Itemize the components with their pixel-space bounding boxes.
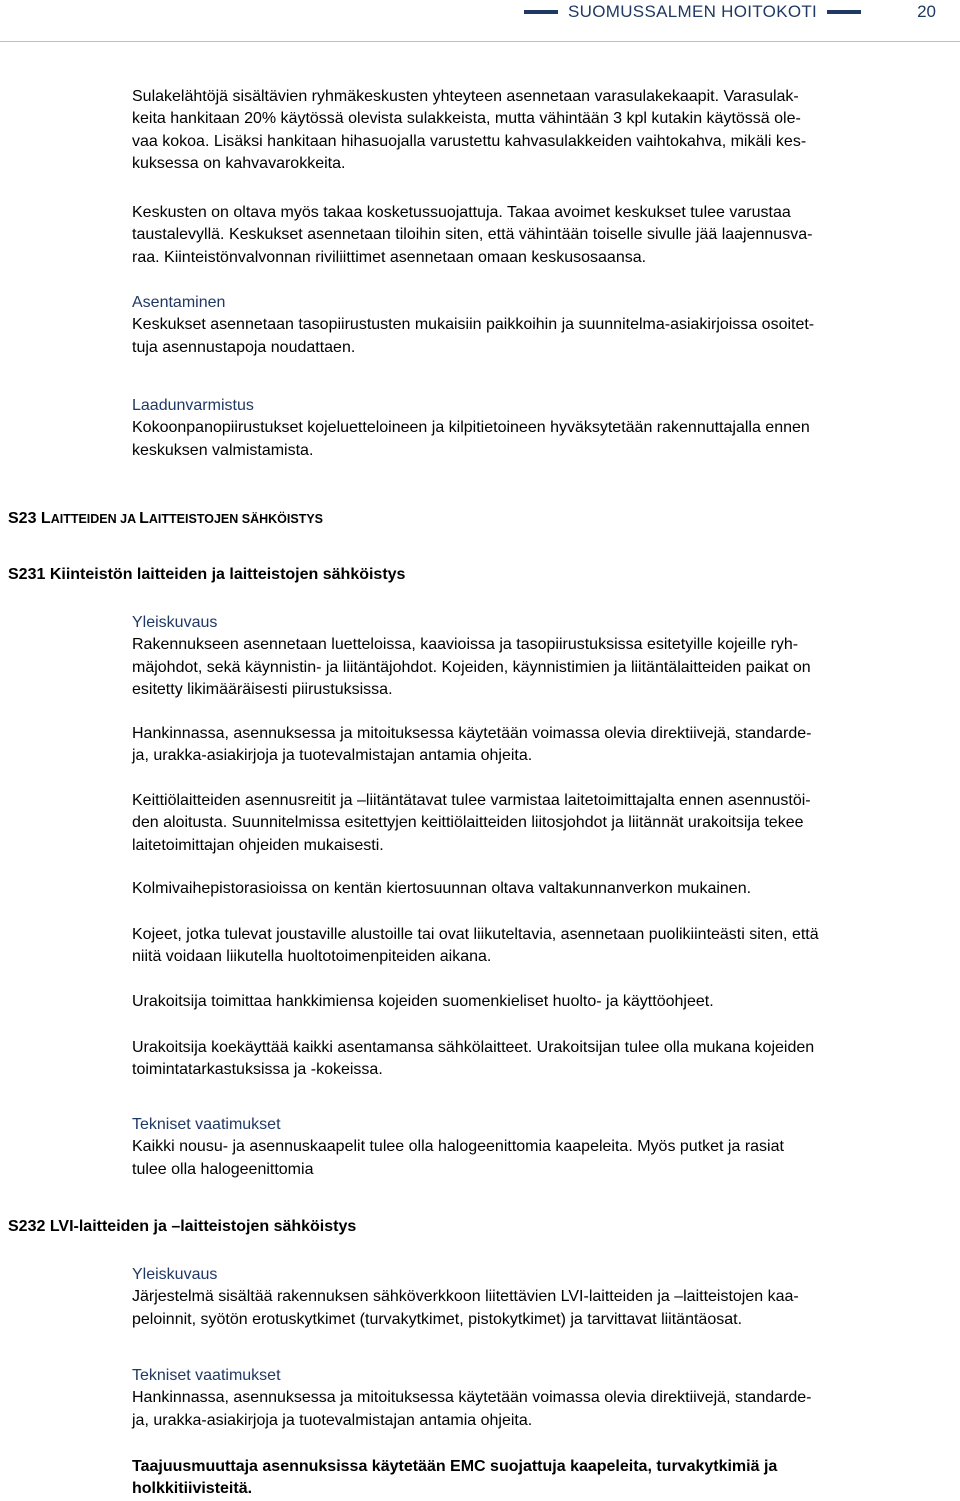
text-line: Taajuusmuuttaja asennuksissa käytetään EMC suojattuja kaapeleita, turvakytkimiä ja [132, 1458, 778, 1475]
page-number: 20 [917, 2, 936, 21]
section-asentaminen [132, 292, 950, 359]
text-line: den aloitusta. Suunnitelmissa esitettyjen keittiölaitteiden liitosjohdot ja liitännät urakoitsija tekee [132, 814, 804, 832]
text-line: raa. Kiinteistönvalvonnan riviliittimet asennetaan omaan keskusosaansa. [132, 248, 647, 266]
text-line: toimintatarkastuksissa ja -kokeissa. [132, 1061, 383, 1079]
subheading-yleiskuvaus: Yleiskuvaus [132, 614, 218, 631]
text-line: niitä voidaan liikutella huoltotoimenpiteiden aikana. [132, 948, 492, 966]
subheading-tekniset-vaatimukset: Tekniset vaatimukset [132, 1367, 281, 1384]
s23-code: S23 L [8, 510, 51, 527]
text-line: tulee olla halogeenittomia [132, 1160, 314, 1178]
section-s232-yleiskuvaus [132, 1264, 950, 1331]
subheading-asentaminen: Asentaminen [132, 294, 226, 311]
text-line: keita hankitaan 20% käytössä olevista sulakkeista, mutta vähintään 3 kpl kutakin käytössä ole- [132, 110, 801, 128]
text-line: ja, urakka-asiakirjoja ja tuotevalmistajan antamia ohjeita. [132, 747, 533, 765]
paragraph-kojeet [132, 924, 950, 969]
header-rule [0, 41, 960, 42]
heading-s231: S231 Kiinteistön laitteiden ja laitteistojen sähköistys [8, 566, 406, 583]
text-line: Keskusten on oltava myös takaa kosketussuojattuja. Takaa avoimet keskukset tulee varustaa [132, 204, 791, 221]
text-line: Kojeet, jotka tulevat joustaville alustoille tai ovat liikuteltavia, asennetaan puolikiinteästi siten, että [132, 926, 819, 943]
text-line: Keskukset asennetaan tasopiirustusten mukaisiin paikkoihin ja suunnitelma-asiakirjoissa osoitet- [132, 316, 815, 334]
text-line: Urakoitsija toimittaa hankkimiensa kojeiden suomenkieliset huolto- ja käyttöohjeet. [132, 993, 714, 1010]
text-line: Rakennukseen asennetaan luetteloissa, kaavioissa ja tasopiirustuksissa esitetyille kojeille ryh- [132, 636, 799, 654]
section-laadunvarmistus [132, 395, 950, 462]
text-line: kuksessa on kahvavarokkeita. [132, 154, 346, 172]
section-s232-tekniset [132, 1365, 950, 1432]
paragraph-kolmivaihe [132, 878, 950, 900]
s23-l2: L [139, 510, 149, 527]
subheading-laadunvarmistus: Laadunvarmistus [132, 397, 254, 414]
paragraph-keittiolaitteet [132, 790, 950, 857]
header-decor-left [524, 10, 558, 14]
text-line: holkkitiivisteitä. [132, 1480, 253, 1498]
text-line: mäjohdot, sekä käynnistin- ja liitäntäjohdot. Kojeiden, käynnistimien ja liitäntälaitteiden paikat on [132, 658, 811, 676]
text-line: Hankinnassa, asennuksessa ja mitoituksessa käytetään voimassa olevia direktiivejä, standarde- [132, 725, 812, 742]
s23-part1: AITTEIDEN JA [50, 512, 140, 526]
header-inner [524, 0, 936, 24]
subheading-tekniset-vaatimukset: Tekniset vaatimukset [132, 1116, 281, 1133]
paragraph-kayttoohjeet [132, 991, 950, 1013]
section-s231-tekniset [132, 1114, 950, 1181]
paragraph-emc-bold [132, 1456, 950, 1501]
s23-part2: AITTEISTOJEN SÄHKÖISTYS [148, 512, 324, 526]
text-line: Järjestelmä sisältää rakennuksen sähköverkkoon liitettävien LVI-laitteiden ja –laitteistojen kaa- [132, 1288, 799, 1306]
text-line: Urakoitsija koekäyttää kaikki asentamansa sähkölaitteet. Urakoitsijan tulee olla mukana kojeiden [132, 1039, 815, 1056]
text-line: esitetty likimääräisesti piirustuksissa. [132, 680, 393, 698]
section-s231-yleiskuvaus [132, 612, 950, 701]
text-line: laitetoimittajan ohjeiden mukaisesti. [132, 836, 384, 854]
paragraph-hankinnassa [132, 723, 950, 768]
document-title: SUOMUSSALMEN HOITOKOTI [568, 2, 818, 21]
text-line: Sulakelähtöjä sisältävien ryhmäkeskusten yhteyteen asennetaan varasulakekaapit. Varasulak- [132, 88, 799, 105]
text-line: Kolmivaihepistorasioissa on kentän kiertosuunnan oltava valtakunnanverkon mukainen. [132, 880, 752, 897]
text-line: Kokoonpanopiirustukset kojeluetteloineen ja kilpitietoineen hyväksytetään rakennuttajalla ennen [132, 419, 810, 437]
text-line: vaa kokoa. Lisäksi hankitaan hihasuojalla varustettu kahvasulakkeiden vaihtokahva, mikäli kes- [132, 132, 807, 150]
text-line: peloinnit, syötön erotuskytkimet (turvakytkimet, pistokytkimet) ja tarvittavat liitäntäosat. [132, 1310, 743, 1328]
header-decor-right [827, 10, 861, 14]
paragraph-kosketussuoja [132, 202, 950, 269]
text-line: taustalevyllä. Keskukset asennetaan tiloihin siten, että vähintään toiselle sivulle jää laajennusva- [132, 226, 813, 244]
text-line: ja, urakka-asiakirjoja ja tuotevalmistajan antamia ohjeita. [132, 1411, 533, 1429]
paragraph-koekaytto [132, 1037, 950, 1082]
text-line: Hankinnassa, asennuksessa ja mitoituksessa käytetään voimassa olevia direktiivejä, standarde- [132, 1389, 812, 1407]
text-line: keskuksen valmistamista. [132, 441, 314, 459]
heading-s23 [8, 510, 948, 528]
text-line: tuja asennustapoja noudattaen. [132, 338, 356, 356]
heading-s232: S232 LVI-laitteiden ja –laitteistojen sähköistys [8, 1218, 357, 1235]
text-line: Kaikki nousu- ja asennuskaapelit tulee olla halogeenittomia kaapeleita. Myös putket ja rasiat [132, 1138, 784, 1156]
subheading-yleiskuvaus: Yleiskuvaus [132, 1266, 218, 1283]
paragraph-varasulake [132, 86, 950, 175]
page-header [0, 0, 960, 42]
text-line: Keittiölaitteiden asennusreitit ja –liitäntätavat tulee varmistaa laitetoimittajalta ennen asennustöi- [132, 792, 811, 809]
